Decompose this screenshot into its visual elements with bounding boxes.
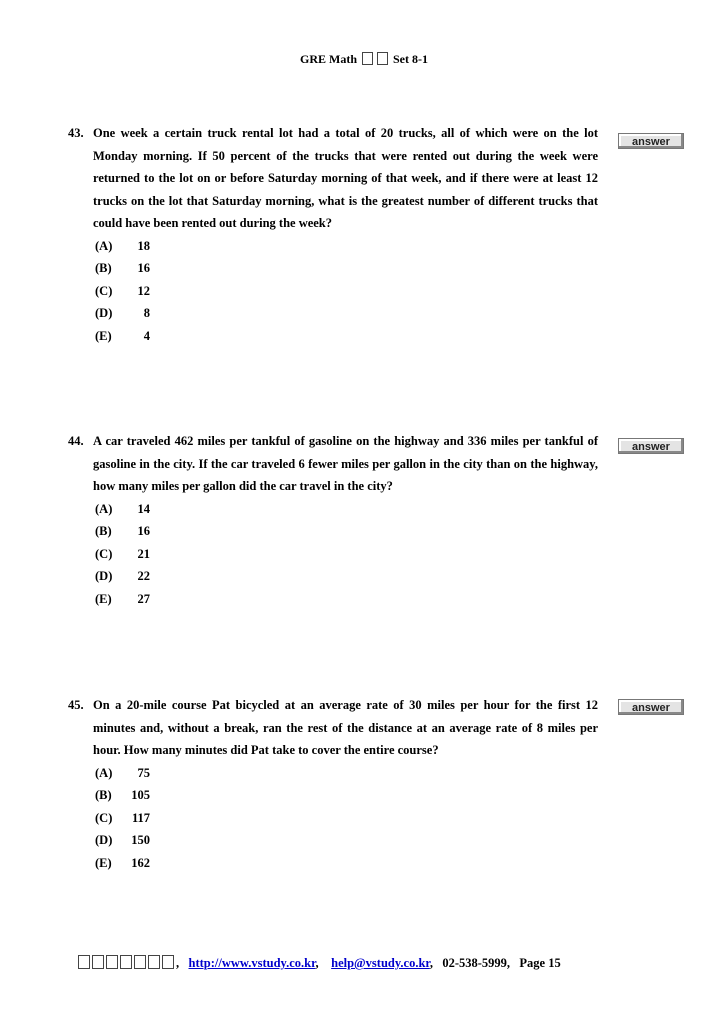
question-44 <box>68 430 598 610</box>
question-43 <box>68 122 598 347</box>
question-body: On a 20-mile course Pat bicycled at an average rate of 30 miles per hour for the first 12 minutes and, without a break, ran the rest of the distance at an average rate of 8 miles per hour. How many minutes did Pat take to cover the entire course? <box>93 698 598 757</box>
choice-item[interactable] <box>95 784 598 807</box>
choice-item[interactable] <box>95 807 598 830</box>
choice-item[interactable] <box>95 235 598 258</box>
question-45 <box>68 694 598 874</box>
choice-value: 162 <box>131 855 150 870</box>
choice-item[interactable] <box>95 762 598 785</box>
page-number: Page 15 <box>519 956 561 970</box>
choice-item[interactable] <box>95 829 598 852</box>
question-text <box>68 694 598 762</box>
question-body: A car traveled 462 miles per tankful of gasoline on the highway and 336 miles per tankful of gasoline in the city. If the car traveled 6 fewer miles per gallon in the city than on the highway, how many miles per gallon did the car travel in the city? <box>93 434 598 493</box>
missing-glyph-icon <box>92 955 104 969</box>
choice-letter: (B) <box>95 261 112 275</box>
choice-letter: (E) <box>95 328 112 343</box>
question-text <box>68 122 598 235</box>
choice-letter: (C) <box>95 810 113 825</box>
choice-value: 27 <box>137 591 150 606</box>
choice-item[interactable] <box>95 498 598 521</box>
page-header <box>0 52 728 67</box>
choice-value: 8 <box>143 306 150 320</box>
choice-value: 117 <box>131 810 150 825</box>
website-link[interactable]: http://www.vstudy.co.kr <box>188 956 316 970</box>
email-link[interactable]: help@vstudy.co.kr <box>331 956 430 970</box>
choice-value: 18 <box>137 238 150 253</box>
choice-letter: (D) <box>95 306 113 320</box>
choice-letter: (D) <box>95 569 113 583</box>
choice-value: 75 <box>137 765 150 780</box>
choice-letter: (E) <box>95 591 112 606</box>
choice-list <box>68 762 598 875</box>
missing-glyph-icon <box>377 52 388 65</box>
question-text <box>68 430 598 498</box>
choice-item[interactable] <box>95 852 598 875</box>
choice-item[interactable] <box>95 520 598 543</box>
choice-item[interactable] <box>95 302 598 325</box>
answer-button-43[interactable]: answer <box>618 133 684 149</box>
question-number: 44. <box>68 434 84 448</box>
choice-value: 105 <box>131 788 150 802</box>
missing-glyph-icon <box>120 955 132 969</box>
choice-list <box>68 498 598 611</box>
choice-letter: (A) <box>95 238 113 253</box>
page-footer: , http://www.vstudy.co.kr, help@vstudy.co.kr, 02-538-5999, Page 15 <box>78 955 561 971</box>
choice-value: 21 <box>137 546 150 561</box>
missing-glyph-icon <box>78 955 90 969</box>
choice-value: 14 <box>137 501 150 516</box>
choice-value: 12 <box>137 283 150 298</box>
choice-item[interactable] <box>95 280 598 303</box>
phone-number: 02-538-5999 <box>442 956 507 970</box>
choice-letter: (B) <box>95 788 112 802</box>
missing-glyph-icon <box>134 955 146 969</box>
choice-letter: (B) <box>95 524 112 538</box>
choice-value: 22 <box>137 569 150 583</box>
choice-item[interactable] <box>95 588 598 611</box>
header-title: GRE Math <box>300 52 357 66</box>
header-set: Set 8-1 <box>393 52 428 66</box>
answer-button-44[interactable]: answer <box>618 438 684 454</box>
question-number: 43. <box>68 126 84 140</box>
question-number: 45. <box>68 698 84 712</box>
choice-value: 16 <box>137 524 150 538</box>
choice-letter: (C) <box>95 546 113 561</box>
choice-letter: (E) <box>95 855 112 870</box>
choice-item[interactable] <box>95 257 598 280</box>
answer-button-45[interactable]: answer <box>618 699 684 715</box>
choice-value: 4 <box>143 328 150 343</box>
choice-letter: (D) <box>95 833 113 847</box>
missing-glyph-icon <box>106 955 118 969</box>
choice-value: 16 <box>137 261 150 275</box>
question-body: One week a certain truck rental lot had a total of 20 trucks, all of which were on the lot Monday morning. If 50 percent of the trucks that were rented out during the week were returned to the lot on or before Saturday morning of that week, and if there were at least 12 trucks on the lot that Saturday morning, what is the greatest number of different trucks that could have been rented out during the week? <box>93 126 598 230</box>
missing-glyph-icon <box>362 52 373 65</box>
missing-glyph-icon <box>162 955 174 969</box>
choice-letter: (C) <box>95 283 113 298</box>
choice-value: 150 <box>131 833 150 847</box>
missing-glyph-icon <box>148 955 160 969</box>
choice-item[interactable] <box>95 325 598 348</box>
choice-item[interactable] <box>95 565 598 588</box>
choice-letter: (A) <box>95 501 113 516</box>
choice-list <box>68 235 598 348</box>
choice-item[interactable] <box>95 543 598 566</box>
choice-letter: (A) <box>95 765 113 780</box>
